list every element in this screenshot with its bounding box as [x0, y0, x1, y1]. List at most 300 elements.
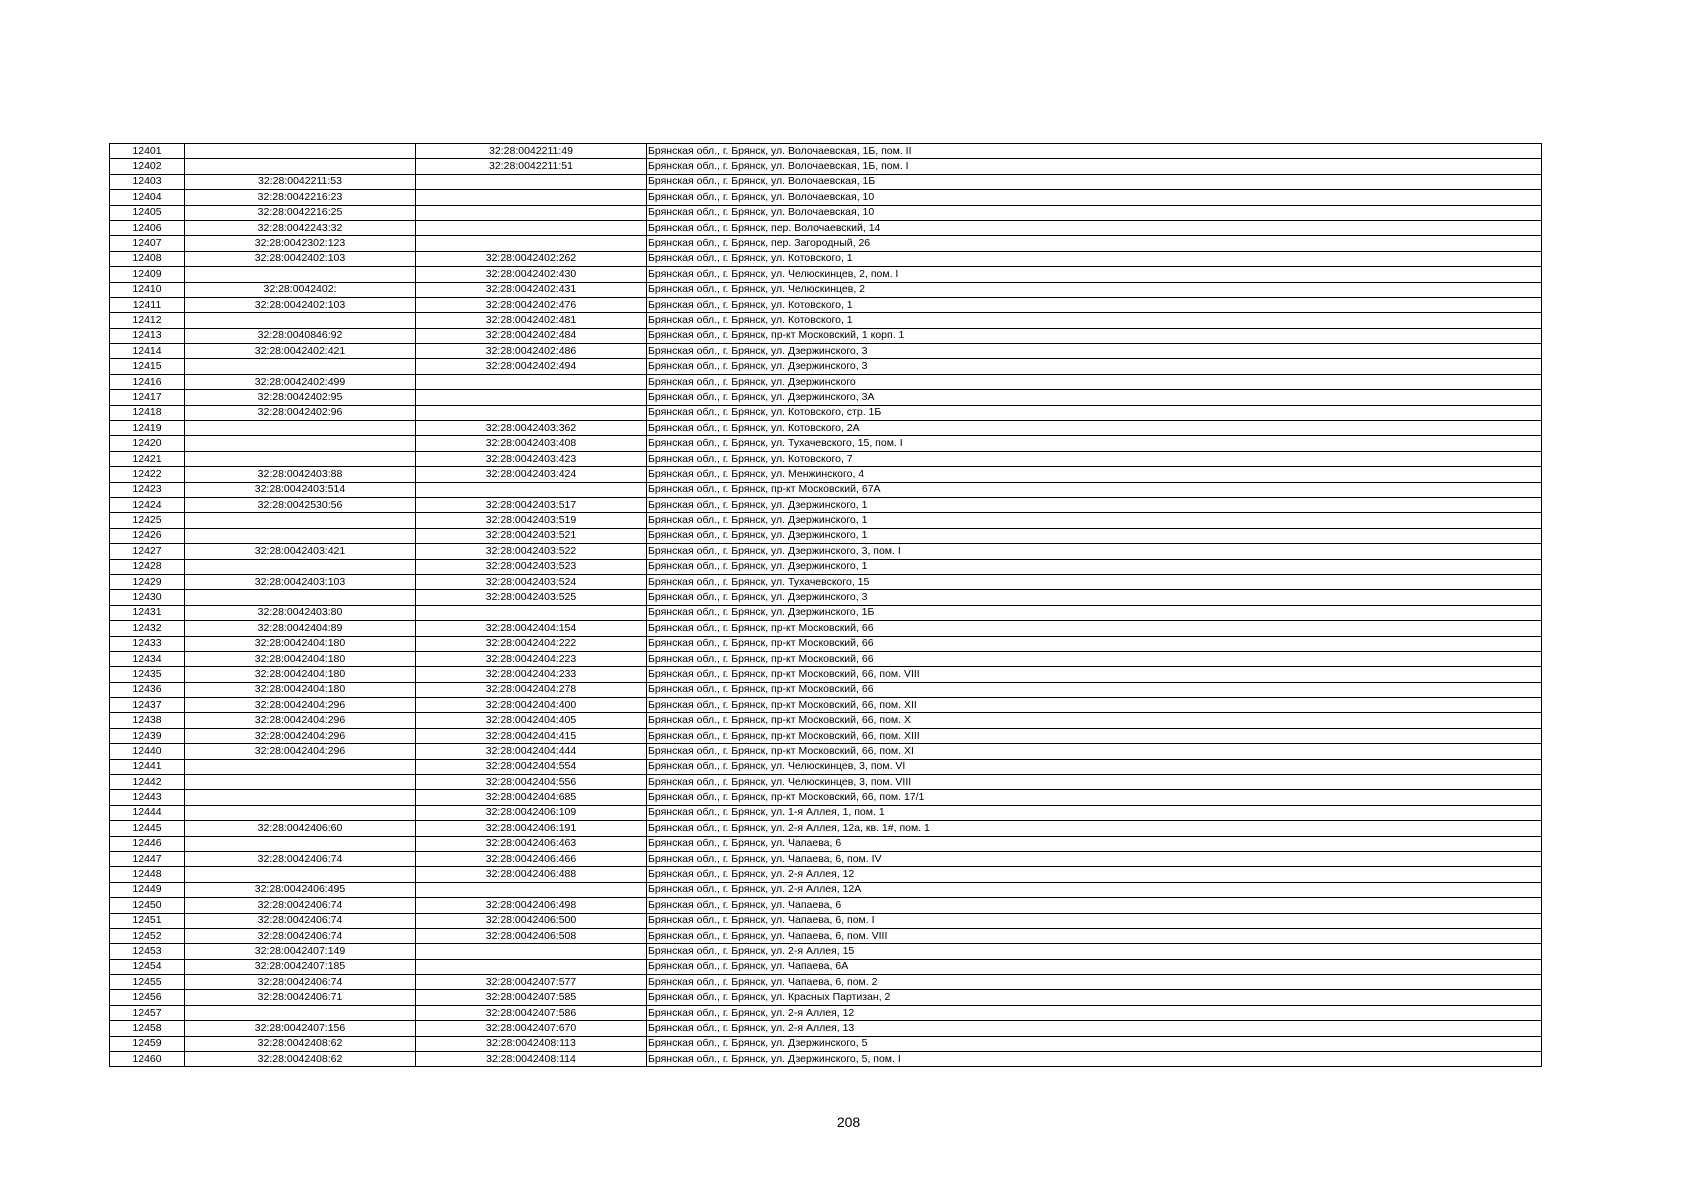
table-row: [110, 574, 1542, 589]
address-cell: Брянская обл., г. Брянск, пр-кт Московский, 66: [647, 651, 1542, 666]
row-number-cell: 12425: [110, 513, 185, 528]
land-cadastral-cell: 32:28:0042407:185: [185, 959, 416, 974]
table-row: [110, 251, 1542, 266]
building-cadastral-cell: [416, 190, 647, 205]
address-cell: Брянская обл., г. Брянск, ул. Волочаевская, 1Б, пом. II: [647, 144, 1542, 159]
building-cadastral-cell: 32:28:0042407:585: [416, 990, 647, 1005]
building-cadastral-cell: [416, 482, 647, 497]
address-cell: Брянская обл., г. Брянск, ул. Котовского, 1: [647, 251, 1542, 266]
address-cell: Брянская обл., г. Брянск, ул. Дзержинского: [647, 374, 1542, 389]
land-cadastral-cell: 32:28:0042406:74: [185, 898, 416, 913]
building-cadastral-cell: 32:28:0042402:484: [416, 328, 647, 343]
table-row: [110, 544, 1542, 559]
address-cell: Брянская обл., г. Брянск, ул. Чапаева, 6А: [647, 959, 1542, 974]
address-cell: Брянская обл., г. Брянск, ул. 2-я Аллея, 12а, кв. 1#, пом. 1: [647, 821, 1542, 836]
land-cadastral-cell: 32:28:0042211:53: [185, 174, 416, 189]
row-number-cell: 12437: [110, 698, 185, 713]
registry-table: [109, 143, 1542, 1067]
land-cadastral-cell: [185, 867, 416, 882]
row-number-cell: 12455: [110, 975, 185, 990]
address-cell: Брянская обл., г. Брянск, ул. Дзержинского, 1: [647, 513, 1542, 528]
table-row: [110, 344, 1542, 359]
page-number: 208: [836, 1114, 861, 1130]
land-cadastral-cell: 32:28:0042406:495: [185, 882, 416, 897]
land-cadastral-cell: [185, 559, 416, 574]
table-row: [110, 682, 1542, 697]
building-cadastral-cell: 32:28:0042404:685: [416, 790, 647, 805]
row-number-cell: 12424: [110, 497, 185, 512]
row-number-cell: 12413: [110, 328, 185, 343]
land-cadastral-cell: 32:28:0042404:180: [185, 636, 416, 651]
building-cadastral-cell: 32:28:0042403:524: [416, 574, 647, 589]
building-cadastral-cell: 32:28:0042402:430: [416, 267, 647, 282]
table-row: [110, 282, 1542, 297]
address-cell: Брянская обл., г. Брянск, ул. Тухачевского, 15: [647, 574, 1542, 589]
address-cell: Брянская обл., г. Брянск, ул. Менжинского, 4: [647, 467, 1542, 482]
land-cadastral-cell: 32:28:0042404:296: [185, 698, 416, 713]
table-row: [110, 313, 1542, 328]
address-cell: Брянская обл., г. Брянск, ул. Котовского, стр. 1Б: [647, 405, 1542, 420]
building-cadastral-cell: 32:28:0042404:278: [416, 682, 647, 697]
address-cell: Брянская обл., г. Брянск, ул. Дзержинского, 5: [647, 1036, 1542, 1051]
building-cadastral-cell: 32:28:0042402:262: [416, 251, 647, 266]
building-cadastral-cell: 32:28:0042404:444: [416, 744, 647, 759]
table-row: [110, 436, 1542, 451]
building-cadastral-cell: 32:28:0042408:113: [416, 1036, 647, 1051]
table-row: [110, 1036, 1542, 1051]
table-row: [110, 944, 1542, 959]
table-row: [110, 728, 1542, 743]
land-cadastral-cell: 32:28:0042530:56: [185, 497, 416, 512]
building-cadastral-cell: 32:28:0042402:486: [416, 344, 647, 359]
address-cell: Брянская обл., г. Брянск, ул. Дзержинского, 1: [647, 497, 1542, 512]
address-cell: Брянская обл., г. Брянск, ул. 1-я Аллея, 1, пом. 1: [647, 805, 1542, 820]
building-cadastral-cell: 32:28:0042406:508: [416, 928, 647, 943]
building-cadastral-cell: 32:28:0042406:466: [416, 851, 647, 866]
land-cadastral-cell: 32:28:0042406:60: [185, 821, 416, 836]
address-cell: Брянская обл., г. Брянск, ул. Дзержинского, 5, пом. I: [647, 1052, 1542, 1067]
building-cadastral-cell: 32:28:0042406:498: [416, 898, 647, 913]
row-number-cell: 12426: [110, 528, 185, 543]
address-cell: Брянская обл., г. Брянск, ул. Котовского, 1: [647, 313, 1542, 328]
building-cadastral-cell: 32:28:0042406:191: [416, 821, 647, 836]
address-cell: Брянская обл., г. Брянск, ул. Тухачевского, 15, пом. I: [647, 436, 1542, 451]
table-row: [110, 851, 1542, 866]
row-number-cell: 12403: [110, 174, 185, 189]
land-cadastral-cell: 32:28:0042404:180: [185, 651, 416, 666]
building-cadastral-cell: [416, 882, 647, 897]
table-row: [110, 898, 1542, 913]
land-cadastral-cell: [185, 359, 416, 374]
building-cadastral-cell: 32:28:0042404:233: [416, 667, 647, 682]
table-row: [110, 174, 1542, 189]
land-cadastral-cell: [185, 313, 416, 328]
address-cell: Брянская обл., г. Брянск, ул. 2-я Аллея, 12: [647, 867, 1542, 882]
address-cell: Брянская обл., г. Брянск, ул. Волочаевская, 10: [647, 205, 1542, 220]
row-number-cell: 12435: [110, 667, 185, 682]
land-cadastral-cell: 32:28:0042402:103: [185, 297, 416, 312]
table-row: [110, 528, 1542, 543]
address-cell: Брянская обл., г. Брянск, ул. Дзержинского, 1: [647, 559, 1542, 574]
row-number-cell: 12459: [110, 1036, 185, 1051]
land-cadastral-cell: 32:28:0042402:: [185, 282, 416, 297]
building-cadastral-cell: 32:28:0042402:476: [416, 297, 647, 312]
building-cadastral-cell: 32:28:0042406:500: [416, 913, 647, 928]
row-number-cell: 12449: [110, 882, 185, 897]
land-cadastral-cell: 32:28:0042406:74: [185, 928, 416, 943]
land-cadastral-cell: 32:28:0040846:92: [185, 328, 416, 343]
address-cell: Брянская обл., г. Брянск, ул. Красных Партизан, 2: [647, 990, 1542, 1005]
land-cadastral-cell: 32:28:0042407:156: [185, 1021, 416, 1036]
table-row: [110, 220, 1542, 235]
row-number-cell: 12411: [110, 297, 185, 312]
land-cadastral-cell: 32:28:0042402:103: [185, 251, 416, 266]
address-cell: Брянская обл., г. Брянск, ул. 2-я Аллея, 12А: [647, 882, 1542, 897]
building-cadastral-cell: 32:28:0042403:521: [416, 528, 647, 543]
address-cell: Брянская обл., г. Брянск, ул. Дзержинского, 3: [647, 344, 1542, 359]
table-row: [110, 467, 1542, 482]
building-cadastral-cell: [416, 236, 647, 251]
address-cell: Брянская обл., г. Брянск, ул. Котовского, 2А: [647, 421, 1542, 436]
row-number-cell: 12456: [110, 990, 185, 1005]
row-number-cell: 12414: [110, 344, 185, 359]
table-row: [110, 928, 1542, 943]
address-cell: Брянская обл., г. Брянск, ул. Чапаева, 6, пом. 2: [647, 975, 1542, 990]
registry-table-body: [110, 144, 1542, 1067]
land-cadastral-cell: 32:28:0042403:80: [185, 605, 416, 620]
row-number-cell: 12460: [110, 1052, 185, 1067]
address-cell: Брянская обл., г. Брянск, пр-кт Московский, 66: [647, 636, 1542, 651]
land-cadastral-cell: [185, 790, 416, 805]
land-cadastral-cell: 32:28:0042404:180: [185, 682, 416, 697]
row-number-cell: 12430: [110, 590, 185, 605]
building-cadastral-cell: 32:28:0042404:556: [416, 775, 647, 790]
building-cadastral-cell: [416, 174, 647, 189]
table-row: [110, 205, 1542, 220]
row-number-cell: 12458: [110, 1021, 185, 1036]
table-row: [110, 482, 1542, 497]
building-cadastral-cell: 32:28:0042403:519: [416, 513, 647, 528]
land-cadastral-cell: [185, 421, 416, 436]
land-cadastral-cell: 32:28:0042403:514: [185, 482, 416, 497]
row-number-cell: 12410: [110, 282, 185, 297]
table-row: [110, 959, 1542, 974]
land-cadastral-cell: [185, 513, 416, 528]
table-row: [110, 513, 1542, 528]
address-cell: Брянская обл., г. Брянск, ул. Волочаевская, 1Б: [647, 174, 1542, 189]
building-cadastral-cell: 32:28:0042408:114: [416, 1052, 647, 1067]
building-cadastral-cell: 32:28:0042404:405: [416, 713, 647, 728]
table-row: [110, 559, 1542, 574]
row-number-cell: 12423: [110, 482, 185, 497]
address-cell: Брянская обл., г. Брянск, ул. Челюскинцев, 3, пом. VI: [647, 759, 1542, 774]
land-cadastral-cell: [185, 590, 416, 605]
land-cadastral-cell: [185, 759, 416, 774]
land-cadastral-cell: 32:28:0042404:180: [185, 667, 416, 682]
land-cadastral-cell: [185, 1005, 416, 1020]
row-number-cell: 12441: [110, 759, 185, 774]
row-number-cell: 12431: [110, 605, 185, 620]
land-cadastral-cell: 32:28:0042406:71: [185, 990, 416, 1005]
land-cadastral-cell: [185, 436, 416, 451]
table-row: [110, 159, 1542, 174]
building-cadastral-cell: 32:28:0042403:423: [416, 451, 647, 466]
building-cadastral-cell: 32:28:0042403:424: [416, 467, 647, 482]
land-cadastral-cell: [185, 836, 416, 851]
row-number-cell: 12443: [110, 790, 185, 805]
address-cell: Брянская обл., г. Брянск, ул. Чапаева, 6: [647, 898, 1542, 913]
table-row: [110, 821, 1542, 836]
building-cadastral-cell: 32:28:0042403:408: [416, 436, 647, 451]
building-cadastral-cell: 32:28:0042403:525: [416, 590, 647, 605]
address-cell: Брянская обл., г. Брянск, пр-кт Московский, 66, пом. XI: [647, 744, 1542, 759]
land-cadastral-cell: 32:28:0042402:421: [185, 344, 416, 359]
table-row: [110, 190, 1542, 205]
row-number-cell: 12427: [110, 544, 185, 559]
row-number-cell: 12454: [110, 959, 185, 974]
address-cell: Брянская обл., г. Брянск, ул. Дзержинского, 3: [647, 359, 1542, 374]
building-cadastral-cell: 32:28:0042404:154: [416, 621, 647, 636]
address-cell: Брянская обл., г. Брянск, пр-кт Московский, 66: [647, 682, 1542, 697]
building-cadastral-cell: 32:28:0042406:463: [416, 836, 647, 851]
table-row: [110, 1052, 1542, 1067]
row-number-cell: 12419: [110, 421, 185, 436]
land-cadastral-cell: 32:28:0042402:95: [185, 390, 416, 405]
address-cell: Брянская обл., г. Брянск, ул. Чапаева, 6, пом. I: [647, 913, 1542, 928]
row-number-cell: 12447: [110, 851, 185, 866]
land-cadastral-cell: [185, 267, 416, 282]
address-cell: Брянская обл., г. Брянск, ул. Челюскинцев, 2: [647, 282, 1542, 297]
address-cell: Брянская обл., г. Брянск, ул. Чапаева, 6: [647, 836, 1542, 851]
land-cadastral-cell: 32:28:0042408:62: [185, 1052, 416, 1067]
row-number-cell: 12412: [110, 313, 185, 328]
table-row: [110, 651, 1542, 666]
row-number-cell: 12420: [110, 436, 185, 451]
building-cadastral-cell: [416, 405, 647, 420]
address-cell: Брянская обл., г. Брянск, пр-кт Московский, 66: [647, 621, 1542, 636]
building-cadastral-cell: 32:28:0042402:494: [416, 359, 647, 374]
land-cadastral-cell: 32:28:0042243:32: [185, 220, 416, 235]
row-number-cell: 12429: [110, 574, 185, 589]
address-cell: Брянская обл., г. Брянск, пр-кт Московский, 66, пом. XII: [647, 698, 1542, 713]
address-cell: Брянская обл., г. Брянск, пр-кт Московский, 67А: [647, 482, 1542, 497]
table-row: [110, 975, 1542, 990]
land-cadastral-cell: 32:28:0042404:296: [185, 744, 416, 759]
table-row: [110, 267, 1542, 282]
table-row: [110, 1005, 1542, 1020]
address-cell: Брянская обл., г. Брянск, пр-кт Московский, 66, пом. 17/1: [647, 790, 1542, 805]
land-cadastral-cell: 32:28:0042403:103: [185, 574, 416, 589]
table-row: [110, 144, 1542, 159]
address-cell: Брянская обл., г. Брянск, пер. Волочаевский, 14: [647, 220, 1542, 235]
land-cadastral-cell: 32:28:0042402:499: [185, 374, 416, 389]
table-row: [110, 421, 1542, 436]
row-number-cell: 12432: [110, 621, 185, 636]
table-row: [110, 805, 1542, 820]
land-cadastral-cell: 32:28:0042404:296: [185, 728, 416, 743]
land-cadastral-cell: [185, 451, 416, 466]
row-number-cell: 12438: [110, 713, 185, 728]
building-cadastral-cell: 32:28:0042402:431: [416, 282, 647, 297]
row-number-cell: 12446: [110, 836, 185, 851]
address-cell: Брянская обл., г. Брянск, пр-кт Московский, 66, пом. X: [647, 713, 1542, 728]
land-cadastral-cell: 32:28:0042404:89: [185, 621, 416, 636]
building-cadastral-cell: [416, 944, 647, 959]
building-cadastral-cell: 32:28:0042406:109: [416, 805, 647, 820]
building-cadastral-cell: [416, 959, 647, 974]
address-cell: Брянская обл., г. Брянск, ул. 2-я Аллея, 13: [647, 1021, 1542, 1036]
row-number-cell: 12406: [110, 220, 185, 235]
land-cadastral-cell: [185, 144, 416, 159]
row-number-cell: 12457: [110, 1005, 185, 1020]
address-cell: Брянская обл., г. Брянск, ул. Челюскинцев, 2, пом. I: [647, 267, 1542, 282]
land-cadastral-cell: 32:28:0042406:74: [185, 851, 416, 866]
land-cadastral-cell: 32:28:0042403:88: [185, 467, 416, 482]
land-cadastral-cell: 32:28:0042216:25: [185, 205, 416, 220]
row-number-cell: 12408: [110, 251, 185, 266]
building-cadastral-cell: 32:28:0042404:554: [416, 759, 647, 774]
building-cadastral-cell: [416, 205, 647, 220]
building-cadastral-cell: [416, 390, 647, 405]
table-row: [110, 605, 1542, 620]
address-cell: Брянская обл., г. Брянск, ул. Дзержинского, 1Б: [647, 605, 1542, 620]
land-cadastral-cell: 32:28:0042406:74: [185, 975, 416, 990]
address-cell: Брянская обл., г. Брянск, ул. Дзержинского, 1: [647, 528, 1542, 543]
building-cadastral-cell: [416, 220, 647, 235]
address-cell: Брянская обл., г. Брянск, пр-кт Московский, 66, пом. XIII: [647, 728, 1542, 743]
land-cadastral-cell: 32:28:0042302:123: [185, 236, 416, 251]
table-row: [110, 913, 1542, 928]
land-cadastral-cell: [185, 805, 416, 820]
table-row: [110, 867, 1542, 882]
address-cell: Брянская обл., г. Брянск, ул. Волочаевская, 1Б, пом. I: [647, 159, 1542, 174]
row-number-cell: 12442: [110, 775, 185, 790]
table-row: [110, 759, 1542, 774]
land-cadastral-cell: 32:28:0042408:62: [185, 1036, 416, 1051]
row-number-cell: 12445: [110, 821, 185, 836]
row-number-cell: 12415: [110, 359, 185, 374]
table-row: [110, 236, 1542, 251]
land-cadastral-cell: 32:28:0042407:149: [185, 944, 416, 959]
land-cadastral-cell: 32:28:0042403:421: [185, 544, 416, 559]
address-cell: Брянская обл., г. Брянск, пер. Загородный, 26: [647, 236, 1542, 251]
building-cadastral-cell: 32:28:0042403:522: [416, 544, 647, 559]
address-cell: Брянская обл., г. Брянск, ул. Чапаева, 6, пом. VIII: [647, 928, 1542, 943]
row-number-cell: 12402: [110, 159, 185, 174]
row-number-cell: 12451: [110, 913, 185, 928]
table-row: [110, 882, 1542, 897]
building-cadastral-cell: 32:28:0042403:523: [416, 559, 647, 574]
address-cell: Брянская обл., г. Брянск, пр-кт Московский, 1 корп. 1: [647, 328, 1542, 343]
row-number-cell: 12418: [110, 405, 185, 420]
table-row: [110, 405, 1542, 420]
table-row: [110, 636, 1542, 651]
building-cadastral-cell: 32:28:0042403:362: [416, 421, 647, 436]
table-row: [110, 497, 1542, 512]
address-cell: Брянская обл., г. Брянск, ул. 2-я Аллея, 15: [647, 944, 1542, 959]
address-cell: Брянская обл., г. Брянск, ул. Волочаевская, 10: [647, 190, 1542, 205]
row-number-cell: 12436: [110, 682, 185, 697]
land-cadastral-cell: 32:28:0042216:23: [185, 190, 416, 205]
table-row: [110, 359, 1542, 374]
row-number-cell: 12417: [110, 390, 185, 405]
building-cadastral-cell: 32:28:0042404:223: [416, 651, 647, 666]
table-row: [110, 836, 1542, 851]
row-number-cell: 12440: [110, 744, 185, 759]
table-row: [110, 297, 1542, 312]
building-cadastral-cell: 32:28:0042211:49: [416, 144, 647, 159]
table-row: [110, 744, 1542, 759]
address-cell: Брянская обл., г. Брянск, ул. Чапаева, 6, пом. IV: [647, 851, 1542, 866]
land-cadastral-cell: [185, 528, 416, 543]
row-number-cell: 12439: [110, 728, 185, 743]
table-row: [110, 1021, 1542, 1036]
land-cadastral-cell: 32:28:0042402:96: [185, 405, 416, 420]
row-number-cell: 12422: [110, 467, 185, 482]
row-number-cell: 12407: [110, 236, 185, 251]
row-number-cell: 12405: [110, 205, 185, 220]
building-cadastral-cell: 32:28:0042403:517: [416, 497, 647, 512]
table-row: [110, 990, 1542, 1005]
row-number-cell: 12450: [110, 898, 185, 913]
building-cadastral-cell: [416, 374, 647, 389]
row-number-cell: 12434: [110, 651, 185, 666]
row-number-cell: 12444: [110, 805, 185, 820]
row-number-cell: 12421: [110, 451, 185, 466]
building-cadastral-cell: [416, 605, 647, 620]
row-number-cell: 12404: [110, 190, 185, 205]
building-cadastral-cell: 32:28:0042404:400: [416, 698, 647, 713]
address-cell: Брянская обл., г. Брянск, ул. Котовского, 7: [647, 451, 1542, 466]
row-number-cell: 12428: [110, 559, 185, 574]
land-cadastral-cell: [185, 159, 416, 174]
row-number-cell: 12453: [110, 944, 185, 959]
building-cadastral-cell: 32:28:0042402:481: [416, 313, 647, 328]
building-cadastral-cell: 32:28:0042407:577: [416, 975, 647, 990]
building-cadastral-cell: 32:28:0042404:222: [416, 636, 647, 651]
table-row: [110, 390, 1542, 405]
table-row: [110, 621, 1542, 636]
table-row: [110, 775, 1542, 790]
table-row: [110, 790, 1542, 805]
row-number-cell: 12401: [110, 144, 185, 159]
row-number-cell: 12433: [110, 636, 185, 651]
table-row: [110, 590, 1542, 605]
address-cell: Брянская обл., г. Брянск, ул. 2-я Аллея, 12: [647, 1005, 1542, 1020]
table-row: [110, 713, 1542, 728]
row-number-cell: 12409: [110, 267, 185, 282]
table-row: [110, 698, 1542, 713]
table-row: [110, 667, 1542, 682]
address-cell: Брянская обл., г. Брянск, пр-кт Московский, 66, пом. VIII: [647, 667, 1542, 682]
table-row: [110, 451, 1542, 466]
land-cadastral-cell: 32:28:0042404:296: [185, 713, 416, 728]
land-cadastral-cell: 32:28:0042406:74: [185, 913, 416, 928]
table-row: [110, 374, 1542, 389]
building-cadastral-cell: 32:28:0042404:415: [416, 728, 647, 743]
address-cell: Брянская обл., г. Брянск, ул. Челюскинцев, 3, пом. VIII: [647, 775, 1542, 790]
address-cell: Брянская обл., г. Брянск, ул. Дзержинского, 3А: [647, 390, 1542, 405]
land-cadastral-cell: [185, 775, 416, 790]
address-cell: Брянская обл., г. Брянск, ул. Дзержинского, 3, пом. I: [647, 544, 1542, 559]
row-number-cell: 12416: [110, 374, 185, 389]
address-cell: Брянская обл., г. Брянск, ул. Котовского, 1: [647, 297, 1542, 312]
row-number-cell: 12452: [110, 928, 185, 943]
building-cadastral-cell: 32:28:0042211:51: [416, 159, 647, 174]
building-cadastral-cell: 32:28:0042407:586: [416, 1005, 647, 1020]
building-cadastral-cell: 32:28:0042407:670: [416, 1021, 647, 1036]
building-cadastral-cell: 32:28:0042406:488: [416, 867, 647, 882]
